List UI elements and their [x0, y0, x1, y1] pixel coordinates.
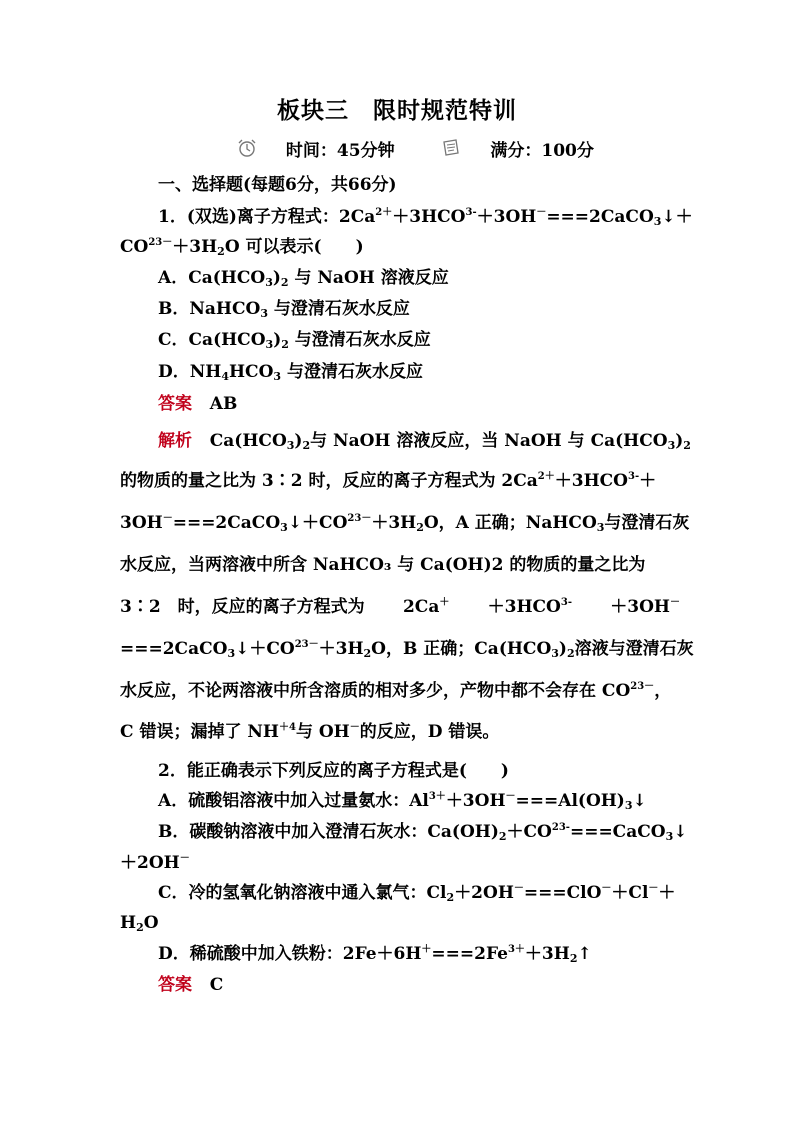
q2-option-a: A．硫酸铝溶液中加入过量氨水：$Al^{3+}+3OH^-===Al(OH)_3↓$	[158, 791, 647, 812]
answer-label: 答案	[158, 975, 192, 995]
answer-value: C	[209, 975, 224, 995]
full-score: 满分：100分	[490, 141, 594, 161]
q2-stem: 2．能正确表示下列反应的离子方程式是( )	[158, 761, 509, 781]
q2-option-c-cont: $H_2O$	[120, 913, 159, 934]
q1-option-a: A．$Ca(HCO_3)_2$ 与 NaOH 溶液反应	[158, 268, 449, 289]
q2-option-b-cont: ＋2OH－	[120, 853, 190, 873]
q1-explanation-line8: C 错误；漏掉了 $NH^{+4}$与 OH－的反应，D 错误。	[120, 722, 500, 742]
q1-answer	[158, 393, 237, 415]
q1-explanation-line7: 水反应，不论两溶液中所含溶质的相对多少，产物中都不会存在 $CO^{23-}$，	[120, 681, 672, 701]
q1-stem-line1: 1．(双选)离子方程式：$2Ca^{2+}+3HCO^{3-}+3OH^-===2CaCO_3↓+$	[158, 207, 693, 228]
exam-meta	[236, 138, 594, 165]
score-sheet-icon	[440, 138, 462, 165]
q1-explanation-line5: 3∶2 时，反应的离子方程式为 2Ca＋ $+3HCO^{3-}$ ＋3OH－	[120, 597, 680, 617]
q2-option-d: D．稀硫酸中加入铁粉：$2Fe+6H^+===2Fe^{3+}+3H_2↑$	[158, 944, 592, 965]
q2-option-c: C．冷的氢氧化钠溶液中通入氯气：$Cl_2+2OH^-===ClO^-+Cl^-+$	[158, 883, 676, 904]
q2-option-b: B．碳酸钠溶液中加入澄清石灰水：$Ca(OH)_2+CO^{23-}===CaCO_3↓$	[158, 822, 688, 843]
explanation-label: 解析	[158, 431, 192, 451]
q1-explanation-line4: 水反应，当两溶液中所含 NaHCO₃ 与 Ca(OH)2 的物质的量之比为	[120, 555, 646, 575]
q2-answer	[158, 974, 223, 996]
answer-value: AB	[209, 394, 238, 414]
answer-label: 答案	[158, 394, 192, 414]
time-limit: 时间：45分钟	[285, 141, 395, 161]
q1-option-d: D．$NH_4HCO_3$ 与澄清石灰水反应	[158, 362, 423, 383]
section-heading: 一、选择题(每题6分，共66分)	[158, 175, 397, 195]
q1-explanation-line3: $3OH^-===2CaCO_3↓+CO^{23-}+3H_2O$，A 正确；NaHCO$_3$与澄清石灰	[120, 513, 690, 534]
q1-option-c: C．$Ca(HCO_3)_2$ 与澄清石灰水反应	[158, 330, 431, 351]
q1-option-b: B．NaHCO$_3$ 与澄清石灰水反应	[158, 299, 410, 320]
q1-stem-line2: $CO^{23-}+3H_2O$ 可以表示( )	[120, 237, 364, 258]
page-title: 板块三 限时规范特训	[277, 97, 517, 124]
q1-explanation-line1: 解析 $Ca(HCO_3)_2$与 NaOH 溶液反应，当 NaOH 与 $Ca(HCO_3)_2$	[158, 431, 691, 452]
q1-explanation-line2: 的物质的量之比为 3∶2 时，反应的离子方程式为 $2Ca^{2+}+3HCO^{3-}+$	[120, 471, 657, 491]
alarm-clock-icon	[236, 138, 258, 165]
q1-explanation-line6: $===2CaCO_3↓+CO^{23-}+3H_2O$，B 正确；$Ca(HCO_3)_2$溶液与澄清石灰	[120, 639, 694, 660]
